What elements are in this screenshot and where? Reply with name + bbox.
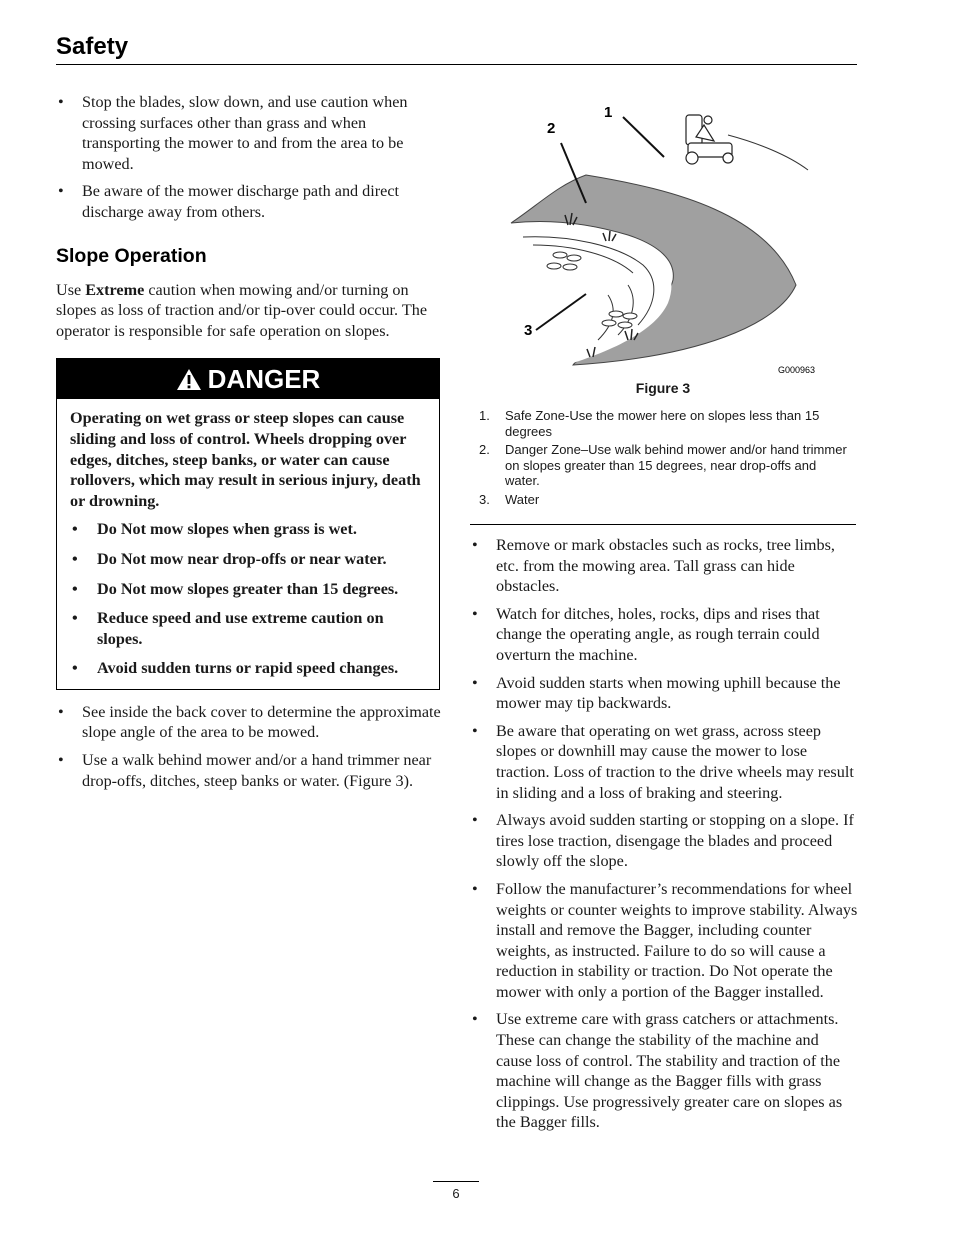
bullet-icon: • bbox=[72, 549, 78, 568]
bullet-icon: • bbox=[58, 182, 64, 201]
bullet-icon: • bbox=[72, 579, 78, 598]
bullet-icon: • bbox=[472, 879, 478, 898]
callout-1: 1 bbox=[604, 104, 613, 121]
list-item: • Watch for ditches, holes, rocks, dips and rises that change the operating angle, as rough terrain could overturn the machine. bbox=[472, 604, 820, 664]
right-column bbox=[470, 535, 858, 1140]
danger-label: DANGER bbox=[207, 363, 321, 394]
bullet-icon: • bbox=[472, 673, 478, 692]
danger-body bbox=[57, 399, 439, 689]
bullet-icon: • bbox=[472, 721, 478, 740]
figure-legend bbox=[479, 408, 854, 510]
danger-intro: Operating on wet grass or steep slopes can cause sliding and loss of control. Wheels dropping over edges, ditches, steep banks, or water can cause rollovers, which may result in serious injury, death or drowning. bbox=[70, 409, 421, 510]
page-title: Safety bbox=[56, 33, 129, 60]
right-bullet-list bbox=[470, 535, 858, 1133]
legend-divider bbox=[470, 524, 856, 525]
bullet-icon: • bbox=[72, 609, 78, 628]
list-item: • Do Not mow slopes when grass is wet. bbox=[72, 520, 357, 539]
bottom-bullet-list bbox=[56, 702, 446, 791]
list-item: • See inside the back cover to determine the approximate slope angle of the area to be mowed. bbox=[58, 702, 441, 742]
slope-figure bbox=[478, 95, 858, 385]
list-item: • Do Not mow near drop-offs or near water. bbox=[72, 549, 387, 568]
list-item: • Avoid sudden starts when mowing uphill because the mower may tip backwards. bbox=[472, 673, 841, 713]
bullet-icon: • bbox=[472, 604, 478, 623]
legend-item: 1. Safe Zone-Use the mower here on slopes less than 15 degrees bbox=[479, 408, 820, 439]
danger-list bbox=[70, 519, 427, 679]
slope-intro-paragraph: Use Extreme caution when mowing and/or turning on slopes as loss of traction and/or tip-over could occur. The operator is responsible for safe operation on slopes. bbox=[56, 280, 428, 340]
bullet-icon: • bbox=[72, 520, 78, 539]
page-number: 6 bbox=[452, 1186, 460, 1201]
legend-item: 2. Danger Zone–Use walk behind mower and/or hand trimmer on slopes greater than 15 degrees, near drop-offs and water. bbox=[479, 442, 847, 488]
slope-operation-heading: Slope Operation bbox=[56, 244, 207, 267]
danger-box bbox=[56, 358, 440, 690]
danger-header bbox=[57, 359, 439, 399]
bullet-icon: • bbox=[472, 1010, 478, 1029]
bullet-icon: • bbox=[472, 811, 478, 830]
bullet-icon: • bbox=[472, 536, 478, 554]
list-item: • Do Not mow slopes greater than 15 degrees. bbox=[72, 579, 399, 598]
list-item: • Use a walk behind mower and/or a hand trimmer near drop-offs, ditches, steep banks or water. (Figure 3). bbox=[58, 751, 432, 790]
bullet-icon: • bbox=[58, 702, 64, 721]
list-item: • Be aware that operating on wet grass, across steep slopes or downhill may cause the mower to lose traction. Loss of traction to the drive wheels may result in sliding and a loss of braking and steering. bbox=[472, 721, 854, 802]
left-column bbox=[56, 92, 446, 798]
top-bullet-list bbox=[56, 92, 446, 223]
list-item: • Be aware of the mower discharge path and direct discharge away from others. bbox=[58, 182, 400, 221]
list-item: • Follow the manufacturer’s recommendations for wheel weights or counter weights to improve stability. Always install and remove the Bagger, including counter weights, as instructed. Failure to do so will cause a reduction in stability or traction. Do Not operate the mower with only a portion of the Bagger installed. bbox=[472, 879, 858, 1001]
callout-2: 2 bbox=[547, 120, 556, 137]
bullet-icon: • bbox=[58, 751, 64, 770]
warning-triangle-icon bbox=[176, 368, 202, 391]
footer-divider bbox=[433, 1181, 479, 1182]
list-item: • Always avoid sudden starting or stopping on a slope. If tires lose traction, disengage the blades and proceed slowly off the slope. bbox=[472, 811, 854, 871]
bullet-icon: • bbox=[58, 93, 64, 111]
figure-code: G000963 bbox=[778, 365, 816, 375]
bullet-icon: • bbox=[72, 659, 78, 678]
list-item: • Remove or mark obstacles such as rocks, tree limbs, etc. from the mowing area. Tall grass can hide obstacles. bbox=[472, 536, 835, 596]
distant-hill-line bbox=[728, 135, 808, 170]
figure-caption: Figure 3 bbox=[635, 380, 691, 396]
legend-item: 3. Water bbox=[479, 491, 540, 507]
riding-mower-icon bbox=[686, 115, 733, 164]
callout-3: 3 bbox=[524, 322, 533, 339]
list-item: • Avoid sudden turns or rapid speed changes. bbox=[72, 659, 399, 678]
list-item: • Use extreme care with grass catchers or attachments. These can change the stability of the machine and cause loss of control. The stability and traction of the machine will change as the Bagger fills with grass clippings. Use progressively greater care on slopes as the Bagger fills. bbox=[472, 1010, 843, 1132]
title-divider bbox=[56, 64, 857, 65]
slope-illustration bbox=[478, 95, 858, 385]
list-item: • Stop the blades, slow down, and use caution when crossing surfaces other than grass and when transporting the mower to and from the area to be mowed. bbox=[58, 93, 408, 173]
list-item: • Reduce speed and use extreme caution on slopes. bbox=[72, 609, 384, 648]
